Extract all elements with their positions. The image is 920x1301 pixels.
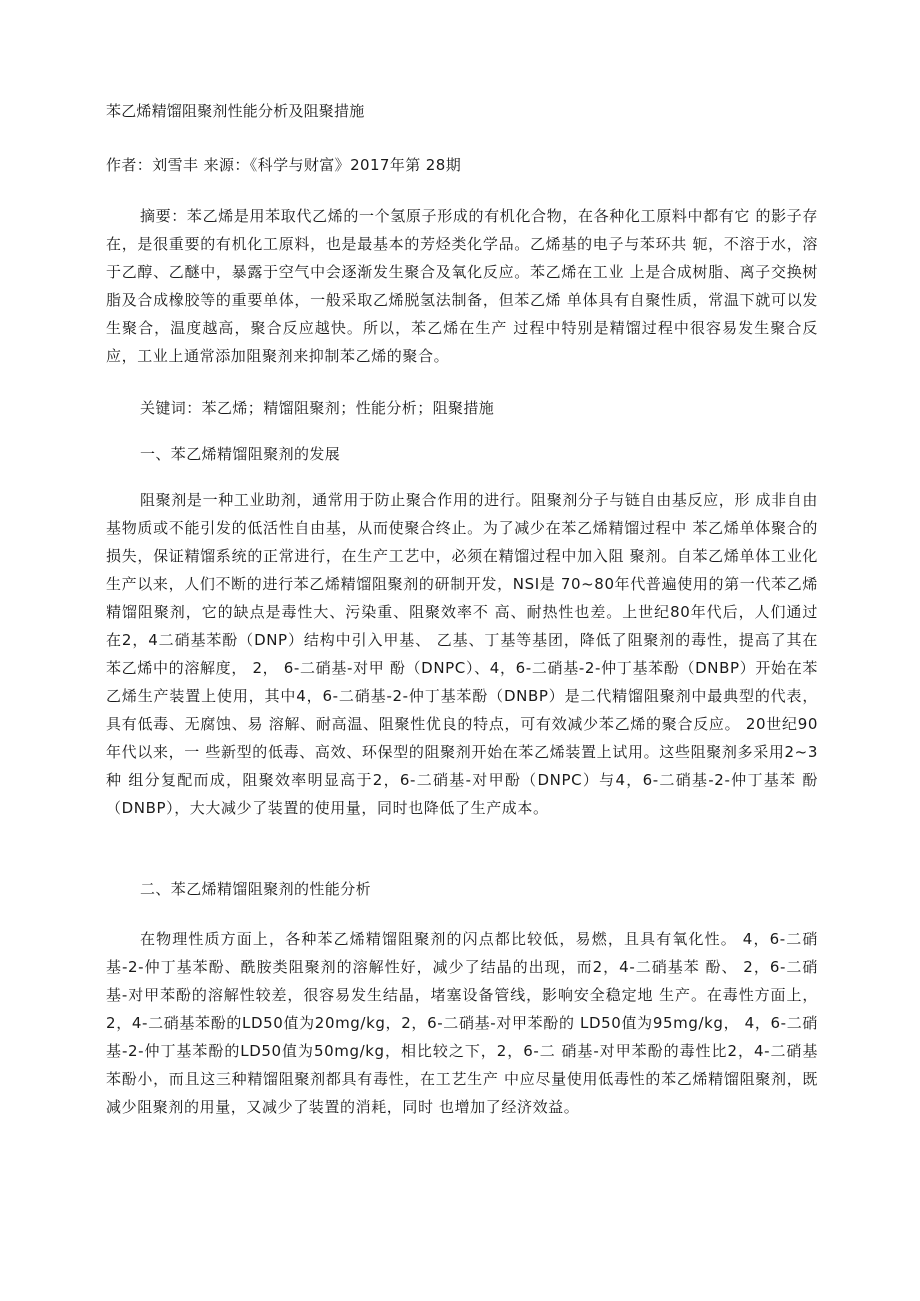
section-1-heading: 一、苯乙烯精馏阻聚剂的发展 — [140, 445, 341, 463]
section-2-heading: 二、苯乙烯精馏阻聚剂的性能分析 — [140, 880, 372, 898]
keywords-line: 关键词：苯乙烯；精馏阻聚剂；性能分析；阻聚措施 — [140, 399, 495, 417]
document-title: 苯乙烯精馏阻聚剂性能分析及阻聚措施 — [106, 102, 365, 120]
section-1-paragraph: 阻聚剂是一种工业助剂，通常用于防止聚合作用的进行。阻聚剂分子与链自由基反应，形 成非自由基物质或不能引发的低活性自由基，从而使聚合终止。为了减少在苯乙烯精馏过程中 苯乙烯单体聚合的损失，保证精馏系统的正常进行，在生产工艺中，必须在精馏过程中加入阻 聚剂。自苯乙烯单体工业化生产以来，人们不断的进行苯乙烯精馏阻聚剂的研制开发，NSI是 70~80年代普遍使用的第一代苯乙烯精馏阻聚剂，它的缺点是毒性大、污染重、阻聚效率不 高、耐热性也差。上世纪80年代后，人们通过在2，4二硝基苯酚（DNP）结构中引入甲基、 乙基、丁基等基团，降低了阻聚剂的毒性，提高了其在苯乙烯中的溶解度， 2， 6-二硝基-对甲 酚（DNPC）、4，6-二硝基-2-仲丁基苯酚（DNBP）开始在苯乙烯生产装置上使用，其中4，6-二硝基-2-仲丁基苯酚（DNBP）是二代精馏阻聚剂中最典型的代表，具有低毒、无腐蚀、易 溶解、耐高温、阻聚性优良的特点，可有效减少苯乙烯的聚合反应。 20世纪90年代以来，一 些新型的低毒、高效、环保型的阻聚剂开始在苯乙烯装置上试用。这些阻聚剂多采用2~3种 组分复配而成，阻聚效率明显高于2，6-二硝基-对甲酚（DNPC）与4，6-二硝基-2-仲丁基苯 酚（DNBP），大大减少了装置的使用量，同时也降低了生产成本。 — [106, 491, 818, 817]
section-2-paragraph: 在物理性质方面上，各种苯乙烯精馏阻聚剂的闪点都比较低，易燃，且具有氧化性。 4，6-二硝基-2-仲丁基苯酚、酰胺类阻聚剂的溶解性好，减少了结晶的出现，而2，4-二硝基苯 酚、 2，6-二硝基-对甲苯酚的溶解性较差，很容易发生结晶，堵塞设备管线，影响安全稳定地 生产。在毒性方面上，2，4-二硝基苯酚的LD50值为20mg/kg，2，6-二硝基-对甲苯酚的 LD50值为95mg/kg， 4，6-二硝基-2-仲丁基苯酚的LD50值为50mg/kg，相比较之下，2，6-二 硝基-对甲苯酚的毒性比2，4-二硝基苯酚小，而且这三种精馏阻聚剂都具有毒性，在工艺生产 中应尽量使用低毒性的苯乙烯精馏阻聚剂，既减少阻聚剂的用量，又减少了装置的消耗，同时 也增加了经济效益。 — [106, 930, 818, 1116]
abstract-paragraph: 摘要：苯乙烯是用苯取代乙烯的一个氢原子形成的有机化合物，在各种化工原料中都有它 的影子存在，是很重要的有机化工原料，也是最基本的芳烃类化学品。乙烯基的电子与苯环共 轭，不溶于水，溶于乙醇、乙醚中，暴露于空气中会逐渐发生聚合及氧化反应。苯乙烯在工业 上是合成树脂、离子交换树脂及合成橡胶等的重要单体，一般采取乙烯脱氢法制备，但苯乙烯 单体具有自聚性质，常温下就可以发生聚合，温度越高，聚合反应越快。所以，苯乙烯在生产 过程中特别是精馏过程中很容易发生聚合反应，工业上通常添加阻聚剂来抑制苯乙烯的聚合。 — [106, 207, 818, 365]
author-source-line: 作者：刘雪丰 来源：《科学与财富》2017年第 28期 — [106, 156, 462, 174]
